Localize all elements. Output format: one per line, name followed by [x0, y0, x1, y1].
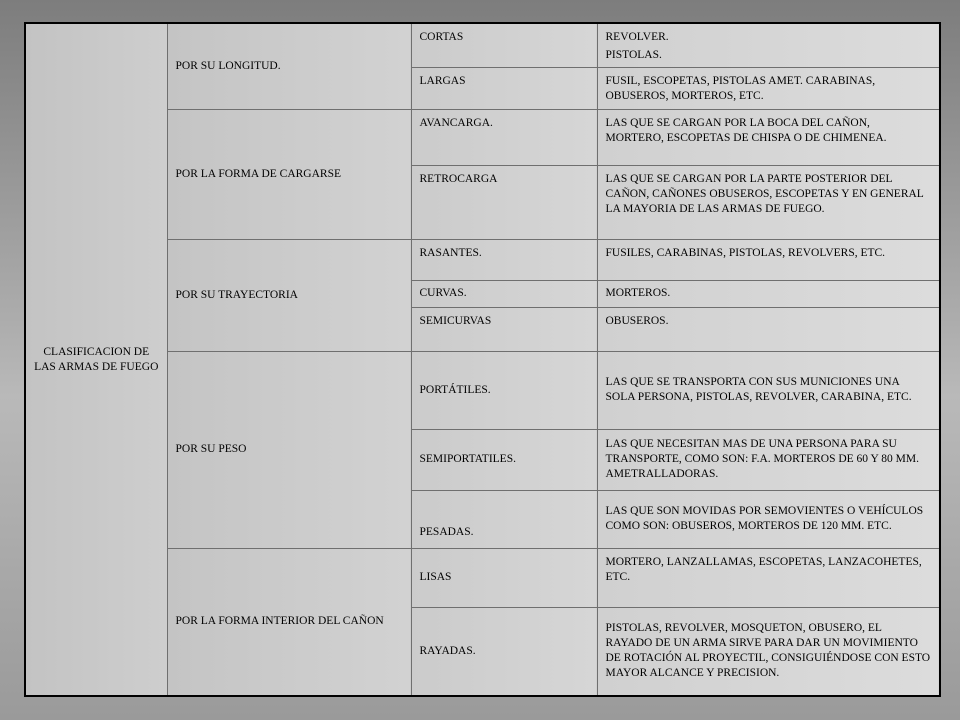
- examples-text: LAS QUE SON MOVIDAS POR SEMOVIENTES O VEHÍCULOS COMO SON: OBUSEROS, MORTEROS DE 120 MM. ETC.: [605, 505, 924, 532]
- examples-text: LAS QUE SE CARGAN POR LA BOCA DEL CAÑON, MORTERO, ESCOPETAS DE CHISPA O DE CHIMENEA.: [605, 116, 887, 144]
- criterion-cell-peso: [167, 351, 411, 548]
- criterion-cell-cargarse: [167, 109, 411, 239]
- type-label: LARGAS: [419, 74, 466, 87]
- type-cell: [411, 239, 597, 280]
- criterion-cell-trayectoria: [167, 239, 411, 351]
- type-label: LISAS: [419, 571, 452, 583]
- examples-cell: [597, 67, 940, 109]
- criterion-cell-canon: [167, 548, 411, 696]
- examples-cell: [597, 548, 940, 607]
- examples-text: OBUSEROS.: [605, 314, 669, 327]
- root-category-cell: [25, 23, 167, 696]
- examples-cell: [597, 239, 940, 280]
- type-label: PORTÁTILES.: [419, 383, 491, 396]
- examples-cell: [597, 23, 940, 67]
- criterion-cell-longitud: [167, 23, 411, 109]
- classification-table: [24, 22, 941, 697]
- examples-cell: [597, 165, 940, 239]
- examples-text: PISTOLAS.: [605, 49, 662, 61]
- examples-cell: [597, 429, 940, 490]
- type-cell: [411, 109, 597, 165]
- type-label: RASANTES.: [419, 246, 482, 259]
- type-label: SEMICURVAS: [419, 314, 492, 327]
- examples-cell: [597, 607, 940, 696]
- examples-cell: [597, 490, 940, 548]
- type-label: RETROCARGA: [419, 172, 498, 185]
- examples-cell: [597, 280, 940, 307]
- examples-cell: [597, 109, 940, 165]
- examples-text: MORTERO, LANZALLAMAS, ESCOPETAS, LANZACOHETES, ETC.: [605, 555, 922, 583]
- table-row: [25, 23, 940, 67]
- type-cell: [411, 307, 597, 351]
- examples-text: FUSIL, ESCOPETAS, PISTOLAS AMET. CARABINAS, OBUSEROS, MORTEROS, ETC.: [605, 74, 876, 102]
- type-label: PESADAS.: [419, 525, 474, 538]
- root-category-label: CLASIFICACION DE LAS ARMAS DE FUEGO: [34, 345, 159, 373]
- type-cell: [411, 490, 597, 548]
- criterion-label: POR LA FORMA INTERIOR DEL CAÑON: [175, 615, 384, 628]
- type-cell: [411, 429, 597, 490]
- criterion-label: POR LA FORMA DE CARGARSE: [175, 167, 342, 180]
- examples-text: MORTEROS.: [605, 287, 671, 299]
- criterion-label: POR SU LONGITUD.: [175, 59, 281, 72]
- type-cell: [411, 548, 597, 607]
- examples-text: FUSILES, CARABINAS, PISTOLAS, REVOLVERS, ETC.: [605, 246, 886, 259]
- examples-cell: [597, 307, 940, 351]
- type-label: AVANCARGA.: [419, 116, 493, 129]
- criterion-label: POR SU TRAYECTORIA: [175, 288, 298, 301]
- criterion-label: POR SU PESO: [175, 443, 247, 455]
- examples-text: PISTOLAS, REVOLVER, MOSQUETON, OBUSERO, EL RAYADO DE UN ARMA SIRVE PARA DAR UN MOVIMIENTO DE ROTACIÓN AL PROYECTIL, CONSIGUIÉNDOSE CON ESTO MAYOR ALCANCE Y PRECISION.: [605, 622, 931, 680]
- examples-text: LAS QUE NECESITAN MAS DE UNA PERSONA PARA SU TRANSPORTE, COMO SON: F.A. MORTEROS DE 60 Y 80 MM. AMETRALLADORAS.: [605, 438, 919, 480]
- type-cell: [411, 165, 597, 239]
- type-label: RAYADAS.: [419, 644, 476, 657]
- type-cell: [411, 351, 597, 429]
- type-cell: [411, 67, 597, 109]
- type-cell: [411, 607, 597, 696]
- examples-text: REVOLVER.: [605, 31, 669, 43]
- examples-text: LAS QUE SE TRANSPORTA CON SUS MUNICIONES UNA SOLA PERSONA, PISTOLAS, REVOLVER, CARABINA, ETC.: [605, 376, 912, 403]
- type-cell: [411, 280, 597, 307]
- type-label: CURVAS.: [419, 287, 467, 299]
- examples-cell: [597, 351, 940, 429]
- examples-text: LAS QUE SE CARGAN POR LA PARTE POSTERIOR DEL CAÑON, CAÑONES OBUSEROS, ESCOPETAS Y EN GENERAL LA MAYORIA DE LAS ARMAS DE FUEGO.: [605, 172, 924, 215]
- type-label: CORTAS: [419, 31, 464, 43]
- type-label: SEMIPORTATILES.: [419, 453, 516, 465]
- type-cell: [411, 23, 597, 67]
